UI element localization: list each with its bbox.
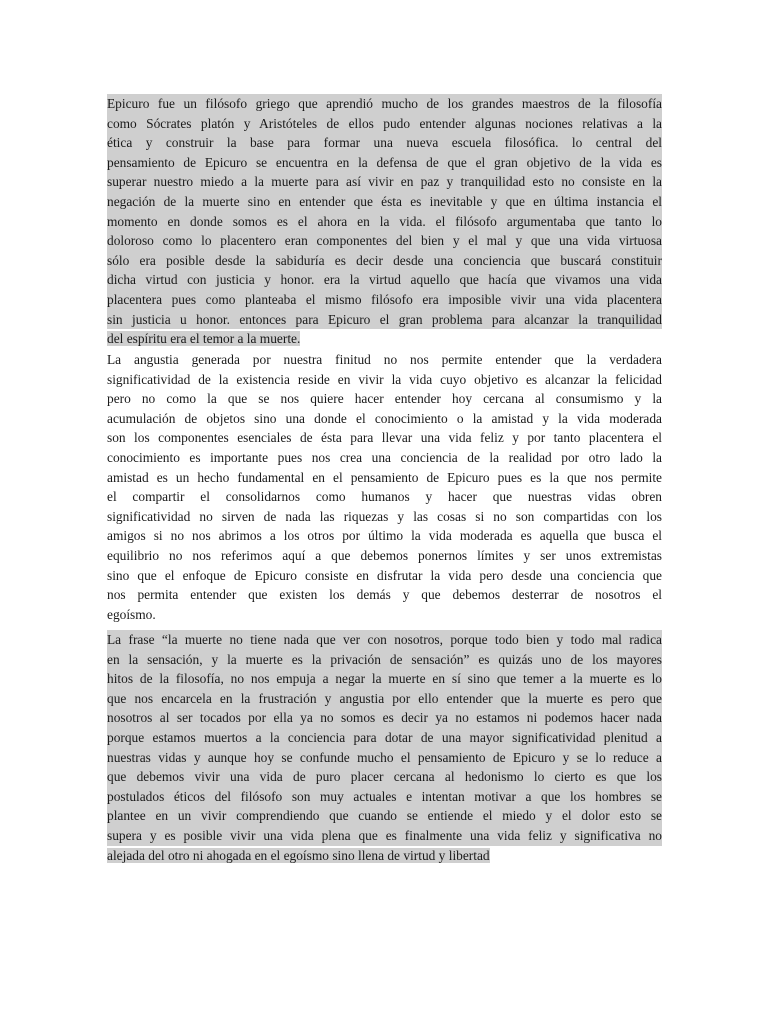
text-line	[107, 172, 662, 192]
text-line-content: sólo era posible desde la sabiduría es decir desde una conciencia que buscará constituir	[107, 252, 662, 268]
text-line	[107, 270, 662, 290]
text-line-content: pero no como la que se nos quiere hacer entender hoy cercana al consumismo y la	[107, 391, 662, 407]
text-line	[107, 708, 662, 728]
text-line-content: La angustia generada por nuestra finitud no nos permite entender que la verdadera	[107, 352, 662, 367]
text-line-content: amigos si no nos abrimos a los otros por último la vida moderada es aquella que busca el	[107, 528, 662, 544]
text-line-content: alejada del otro ni ahogada en el egoísmo sino llena de virtud y libertad	[107, 847, 490, 863]
text-line-content: son los componentes esenciales de ésta para llevar una vida feliz y por tanto placentera el	[107, 430, 662, 446]
text-line-content: superar nuestro miedo a la muerte para así vivir en paz y tranquilidad esto no consiste en la	[107, 174, 662, 190]
text-line-content: nosotros al ser tocados por ella ya no somos es decir ya no estamos ni podemos hacer nada	[107, 710, 662, 726]
text-line	[107, 689, 662, 709]
text-line	[107, 212, 662, 232]
text-line-content: placentera pues como planteaba el mismo filósofo era imposible vivir una vida placentera	[107, 291, 662, 307]
text-line	[107, 487, 662, 507]
text-line-content: hitos de la filosofía, no nos empuja a negar la muerte en sí sino que temer a la muerte es lo	[107, 671, 662, 687]
text-line	[107, 507, 662, 527]
paragraph-3	[107, 630, 662, 865]
text-line	[107, 605, 662, 625]
text-line	[107, 767, 662, 787]
text-line	[107, 409, 662, 429]
text-line	[107, 566, 662, 586]
text-line-content: acumulación de objetos sino una donde el conocimiento o la amistad y la vida moderada	[107, 410, 662, 426]
text-line-content: significatividad de la existencia reside en vivir la vida cuyo objetivo es alcanzar la felicidad	[107, 371, 662, 387]
text-line-content: significatividad no sirven de nada las riquezas y las cosas si no son compartidas con los	[107, 508, 662, 524]
text-line	[107, 787, 662, 807]
text-line-content: conocimiento es importante pues nos crea una conciencia de la realidad por otro lado la	[107, 449, 662, 465]
text-line-content: porque estamos muertos a la conciencia para dotar de una mayor significatividad plenitud a	[107, 729, 662, 745]
paragraph-1	[107, 94, 662, 349]
text-line-content: equilibrio no nos referimos aquí a que debemos ponernos límites y ser unos extremistas	[107, 547, 662, 563]
text-line	[107, 585, 662, 605]
text-line-content: egoísmo.	[107, 606, 156, 622]
paragraph-2	[107, 350, 662, 624]
text-line-content: ética y construir la base para formar una nueva escuela filosófica. lo central del	[107, 135, 662, 151]
text-line	[107, 650, 662, 670]
text-line-content: que debemos vivir una vida de puro placer cercana al hedonismo lo cierto es que los	[107, 769, 662, 785]
text-line	[107, 846, 662, 866]
text-line-content: momento en donde somos es el ahora en la vida. el filósofo argumentaba que tanto lo	[107, 213, 662, 229]
text-line	[107, 133, 662, 153]
text-line	[107, 448, 662, 468]
text-line-content: que nos encarcela en la frustración y angustia por ello entender que la muerte es pero que	[107, 690, 662, 706]
text-line	[107, 826, 662, 846]
text-line-content: sino que el enfoque de Epicuro consiste en disfrutar la vida pero desde una conciencia que	[107, 567, 662, 583]
text-line	[107, 192, 662, 212]
text-line-content: La frase “la muerte no tiene nada que ver con nosotros, porque todo bien y todo mal radica	[107, 632, 662, 647]
text-line-content: doloroso como lo placentero eran componentes del bien y el mal y que una vida virtuosa	[107, 233, 662, 249]
text-line	[107, 94, 662, 114]
text-line	[107, 290, 662, 310]
text-line	[107, 468, 662, 488]
text-line	[107, 153, 662, 173]
text-line-content: amistad es un hecho fundamental en el pensamiento de Epicuro pues es la que nos permite	[107, 469, 662, 485]
text-line	[107, 231, 662, 251]
text-line-content: del espíritu era el temor a la muerte.	[107, 331, 301, 347]
text-line	[107, 389, 662, 409]
text-line	[107, 310, 662, 330]
text-line-content: el compartir el consolidarnos como humanos y hacer que nuestras vidas obren	[107, 489, 662, 505]
text-line-content: en la sensación, y la muerte es la privación de sensación” es quizás uno de los mayores	[107, 651, 662, 667]
text-line	[107, 526, 662, 546]
text-line-content: dicha virtud con justicia y honor. era la virtud aquello que hacía que vivamos una vida	[107, 272, 662, 288]
text-line	[107, 630, 662, 650]
text-line-content: pensamiento de Epicuro se encuentra en la defensa de que el gran objetivo de la vida es	[107, 154, 662, 170]
text-line-content: supera y es posible vivir una vida plena que es finalmente una vida feliz y significativa no	[107, 827, 662, 843]
text-line	[107, 806, 662, 826]
text-line	[107, 329, 662, 349]
text-line	[107, 748, 662, 768]
text-line	[107, 350, 662, 370]
text-line	[107, 370, 662, 390]
text-line	[107, 114, 662, 134]
text-line-content: negación de la muerte sino en entender que ésta es inevitable y que en última instancia el	[107, 193, 662, 209]
text-line	[107, 728, 662, 748]
text-line-content: como Sócrates platón y Aristóteles de ellos pudo entender algunas nociones relativas a la	[107, 115, 662, 131]
text-line-content: postulados éticos del filósofo son muy actuales e intentan motivar a que los hombres se	[107, 788, 662, 804]
text-line-content: sin justicia u honor. entonces para Epicuro el gran problema para alcanzar la tranquilidad	[107, 311, 662, 327]
text-line-content: plantee en un vivir comprendiendo que cuando se entiende el miedo y el dolor esto se	[107, 808, 662, 824]
text-line-content: nuestras vidas y aunque hoy se confunde mucho el pensamiento de Epicuro y se lo reduce a	[107, 749, 662, 765]
text-line	[107, 428, 662, 448]
text-line	[107, 669, 662, 689]
text-line	[107, 546, 662, 566]
text-line	[107, 251, 662, 271]
text-line-content: Epicuro fue un filósofo griego que aprendió mucho de los grandes maestros de la filosofía	[107, 96, 662, 111]
text-line-content: nos permita entender que existen los demás y que debemos desterrar de nosotros el	[107, 587, 662, 603]
